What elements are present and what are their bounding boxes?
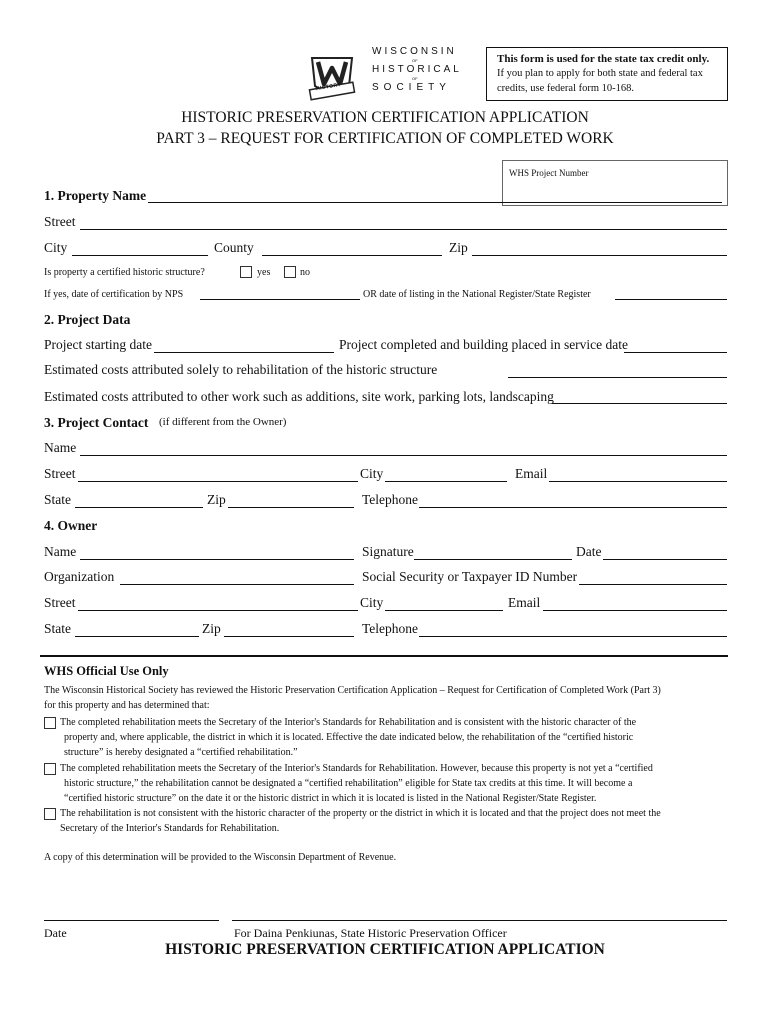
official-intro-line-2: for this property and has determined that:: [44, 700, 210, 711]
option-1-line-2: property and, where applicable, the district in which it is located. Effective the date indicated below, the rehabilitation of the “certified historic: [64, 732, 634, 743]
section-2-heading: 2. Project Data: [44, 312, 131, 327]
owner-state-field[interactable]: [75, 636, 199, 637]
option-1-line-3: structure” is hereby designated a “certified rehabilitation.”: [64, 747, 298, 758]
property-name-field[interactable]: [148, 202, 722, 203]
certified-yes-checkbox[interactable]: [240, 266, 252, 278]
contact-city-label: City: [360, 466, 384, 481]
owner-date-label: Date: [576, 544, 602, 559]
whs-project-number-label: WHS Project Number: [509, 168, 589, 178]
contact-telephone-field[interactable]: [419, 507, 727, 508]
contact-email-label: Email: [515, 466, 548, 481]
footer-title: HISTORIC PRESERVATION CERTIFICATION APPLICATION: [165, 941, 605, 958]
owner-telephone-field[interactable]: [419, 636, 727, 637]
notice-line-2: credits, use federal form 10-168.: [497, 83, 635, 94]
owner-signature-label: Signature: [362, 544, 414, 559]
determination-option-3-checkbox[interactable]: [44, 808, 56, 820]
whs-project-number-box[interactable]: [502, 160, 728, 206]
official-date-field[interactable]: [44, 920, 219, 921]
section-3-heading: 3. Project Contact: [44, 415, 149, 430]
property-zip-label: Zip: [449, 240, 468, 255]
contact-state-label: State: [44, 492, 71, 507]
official-section-divider: [40, 655, 728, 657]
owner-organization-label: Organization: [44, 569, 115, 584]
determination-option-2-checkbox[interactable]: [44, 763, 56, 775]
other-costs-field[interactable]: [552, 403, 727, 404]
owner-zip-field[interactable]: [224, 636, 354, 637]
certified-yes-label: yes: [257, 267, 271, 278]
certified-no-label: no: [300, 267, 310, 278]
logo-emblem-icon: [306, 46, 358, 102]
contact-street-field[interactable]: [78, 481, 358, 482]
certified-structure-question: Is property a certified historic structure?: [44, 267, 205, 278]
logo-of-1: OF: [412, 58, 418, 63]
property-city-field[interactable]: [72, 255, 208, 256]
rehab-costs-field[interactable]: [508, 377, 727, 378]
option-2-line-3: “certified historic structure” on the date it or the historic district in which it is located is listed in the National Register/State Register.: [64, 793, 597, 804]
officer-signature-field[interactable]: [232, 920, 727, 921]
owner-name-field[interactable]: [80, 559, 354, 560]
determination-option-2-text: [60, 761, 730, 806]
notice-title: This form is used for the state tax credit only.: [497, 53, 710, 65]
contact-city-field[interactable]: [385, 481, 507, 482]
register-listing-date-label: OR date of listing in the National Register/State Register: [363, 289, 591, 300]
owner-organization-field[interactable]: [120, 584, 354, 585]
wisconsin-historical-society-logo: [306, 46, 471, 102]
property-city-label: City: [44, 240, 68, 255]
owner-state-label: State: [44, 621, 71, 636]
owner-ssn-field[interactable]: [579, 584, 727, 585]
logo-line-historical: HISTORICAL: [372, 64, 462, 75]
option-1-line-1: The completed rehabilitation meets the Secretary of the Interior's Standards for Rehabilitation and is consistent with the historic character of the: [60, 717, 637, 728]
nps-certification-date-field[interactable]: [200, 299, 360, 300]
logo-line-wisconsin: WISCONSIN: [372, 46, 457, 57]
form-title: HISTORIC PRESERVATION CERTIFICATION APPLICATION: [181, 109, 589, 126]
contact-name-label: Name: [44, 440, 77, 455]
contact-email-field[interactable]: [549, 481, 727, 482]
certified-no-checkbox[interactable]: [284, 266, 296, 278]
project-completed-field[interactable]: [624, 352, 727, 353]
option-3-line-2: Secretary of the Interior's Standards for Rehabilitation.: [60, 823, 280, 834]
determination-option-3-text: [60, 806, 730, 836]
owner-date-field[interactable]: [603, 559, 727, 560]
owner-name-label: Name: [44, 544, 77, 559]
contact-state-field[interactable]: [75, 507, 203, 508]
official-intro-line-1: The Wisconsin Historical Society has reviewed the Historic Preservation Certification Application – Request for Certification of Completed Work (Part 3): [44, 685, 661, 696]
option-2-line-1: The completed rehabilitation meets the Secretary of the Interior's Standards for Rehabilitation. However, because this property is not yet a “certified: [60, 763, 653, 774]
owner-street-field[interactable]: [78, 610, 358, 611]
owner-street-label: Street: [44, 595, 76, 610]
owner-city-label: City: [360, 595, 384, 610]
determination-option-1-text: [60, 715, 730, 760]
section-4-heading: 4. Owner: [44, 518, 98, 533]
rehab-costs-label: Estimated costs attributed solely to rehabilitation of the historic structure: [44, 362, 438, 377]
logo-of-2: OF: [412, 76, 418, 81]
notice-line-1: If you plan to apply for both state and federal tax: [497, 68, 703, 79]
determination-option-1-checkbox[interactable]: [44, 717, 56, 729]
section-3-note: (if different from the Owner): [159, 416, 287, 428]
other-costs-label: Estimated costs attributed to other work such as additions, site work, parking lots, landscaping: [44, 389, 554, 404]
state-credit-notice-box: [486, 47, 728, 101]
contact-telephone-label: Telephone: [362, 492, 419, 507]
register-listing-date-field[interactable]: [615, 299, 727, 300]
property-zip-field[interactable]: [472, 255, 727, 256]
logo-badge-text: HISTORY: [315, 81, 342, 93]
owner-zip-label: Zip: [202, 621, 221, 636]
nps-certification-date-label: If yes, date of certification by NPS: [44, 289, 184, 300]
property-county-label: County: [214, 240, 254, 255]
project-start-field[interactable]: [154, 352, 334, 353]
owner-signature-field[interactable]: [414, 559, 572, 560]
owner-ssn-label: Social Security or Taxpayer ID Number: [362, 569, 578, 584]
contact-name-field[interactable]: [80, 455, 727, 456]
property-street-label: Street: [44, 214, 76, 229]
logo-line-society: SOCIETY: [372, 82, 451, 93]
contact-zip-field[interactable]: [228, 507, 354, 508]
owner-email-field[interactable]: [543, 610, 727, 611]
section-1-heading: 1. Property Name: [44, 188, 147, 203]
official-date-label: Date: [44, 926, 67, 940]
property-street-field[interactable]: [80, 229, 727, 230]
revenue-copy-note: A copy of this determination will be provided to the Wisconsin Department of Revenue.: [44, 852, 397, 863]
owner-email-label: Email: [508, 595, 541, 610]
owner-city-field[interactable]: [385, 610, 503, 611]
official-intro: [44, 683, 734, 713]
form-subtitle: PART 3 – REQUEST FOR CERTIFICATION OF COMPLETED WORK: [156, 130, 614, 147]
contact-street-label: Street: [44, 466, 76, 481]
officer-label: For Daina Penkiunas, State Historic Preservation Officer: [234, 926, 507, 940]
project-start-label: Project starting date: [44, 337, 152, 352]
official-use-heading: WHS Official Use Only: [44, 664, 169, 678]
owner-telephone-label: Telephone: [362, 621, 419, 636]
property-county-field[interactable]: [262, 255, 442, 256]
option-3-line-1: The rehabilitation is not consistent with the historic character of the property or the district in which it is located and that the project does not meet the: [60, 808, 661, 819]
contact-zip-label: Zip: [207, 492, 226, 507]
project-completed-label: Project completed and building placed in service date: [339, 337, 629, 352]
option-2-line-2: historic structure,” the rehabilitation cannot be designated a “certified rehabilitation” eligible for State tax credits at this time. It will become a: [64, 778, 633, 789]
